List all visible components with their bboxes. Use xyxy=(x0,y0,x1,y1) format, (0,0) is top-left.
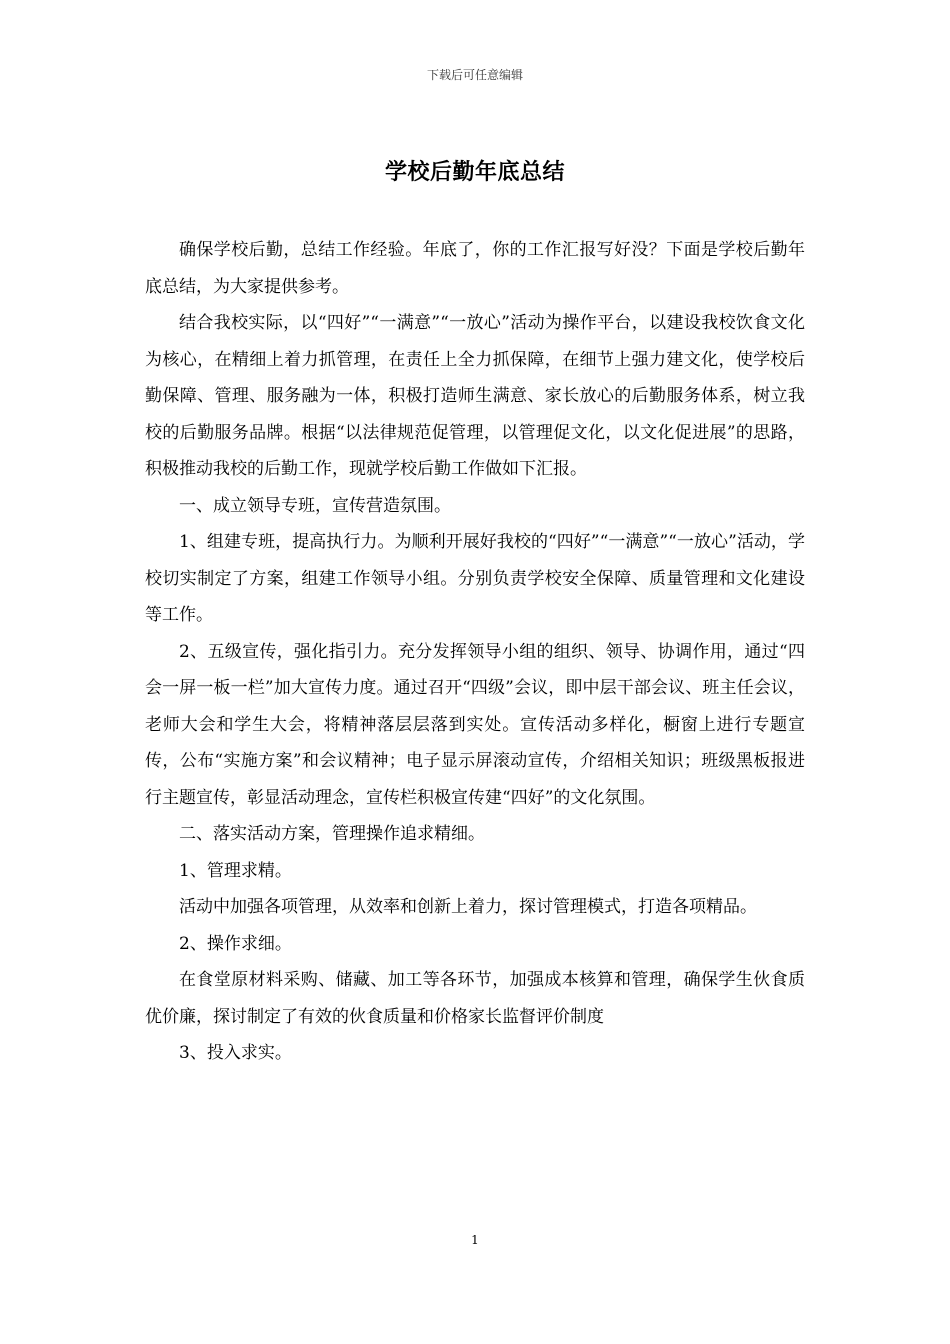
document-title: 学校后勤年底总结 xyxy=(384,159,565,185)
paragraph-overview: 结合我校实际，以“四好”“一满意”“一放心”活动为操作平台，以建设我校饮食文化为核心，在精细上着力抓管理，在责任上全力抓保障，在细节上强力建文化，使学校后勤保障、管理、服务融为一体，积极打造师生满意、家长放心的后勤服务体系，树立我校的后勤服务品牌。根据“以法律规范促管理，以管理促文化，以文化促进展”的思路，积极推动我校的后勤工作，现就学校后勤工作做如下汇报。 xyxy=(145,313,805,479)
subheading: 1、管理求精。 xyxy=(179,860,292,881)
subheading: 2、操作求细。 xyxy=(179,933,292,954)
section-heading-1: 一、成立领导专班，宣传营造氛围。 xyxy=(179,495,451,516)
page-number: 1 xyxy=(471,1233,479,1247)
paragraph-intro: 确保学校后勤，总结工作经验。年底了，你的工作汇报写好没？下面是学校后勤年底总结，为大家提供参考。 xyxy=(145,240,805,297)
paragraph-item: 2、五级宣传，强化指引力。充分发挥领导小组的组织、领导、协调作用，通过“四会一屏一板一栏”加大宣传力度。通过召开“四级”会议，即中层干部会议、班主任会议，老师大会和学生大会，将精神落层层落到实处。宣传活动多样化，橱窗上进行专题宣传，公布“实施方案”和会议精神；电子显示屏滚动宣传，介绍相关知识；班级黑板报进行主题宣传，彰显活动理念，宣传栏积极宣传建“四好”的文化氛围。 xyxy=(145,641,805,808)
paragraph-item: 1、组建专班，提高执行力。为顺利开展好我校的“四好”“一满意”“一放心”活动，学校切实制定了方案，组建工作领导小组。分别负责学校安全保障、质量管理和文化建设等工作。 xyxy=(145,532,805,625)
section-heading-2: 二、落实活动方案，管理操作追求精细。 xyxy=(179,824,485,844)
header-note: 下载后可任意编辑 xyxy=(426,68,523,82)
document-body xyxy=(145,232,805,1072)
subheading: 3、投入求实。 xyxy=(179,1043,292,1063)
paragraph-item: 在食堂原材料采购、储藏、加工等各环节，加强成本核算和管理，确保学生伙食质优价廉，探讨制定了有效的伙食质量和价格家长监督评价制度 xyxy=(145,970,805,1027)
paragraph-item: 活动中加强各项管理，从效率和创新上着力，探讨管理模式，打造各项精品。 xyxy=(179,897,757,917)
